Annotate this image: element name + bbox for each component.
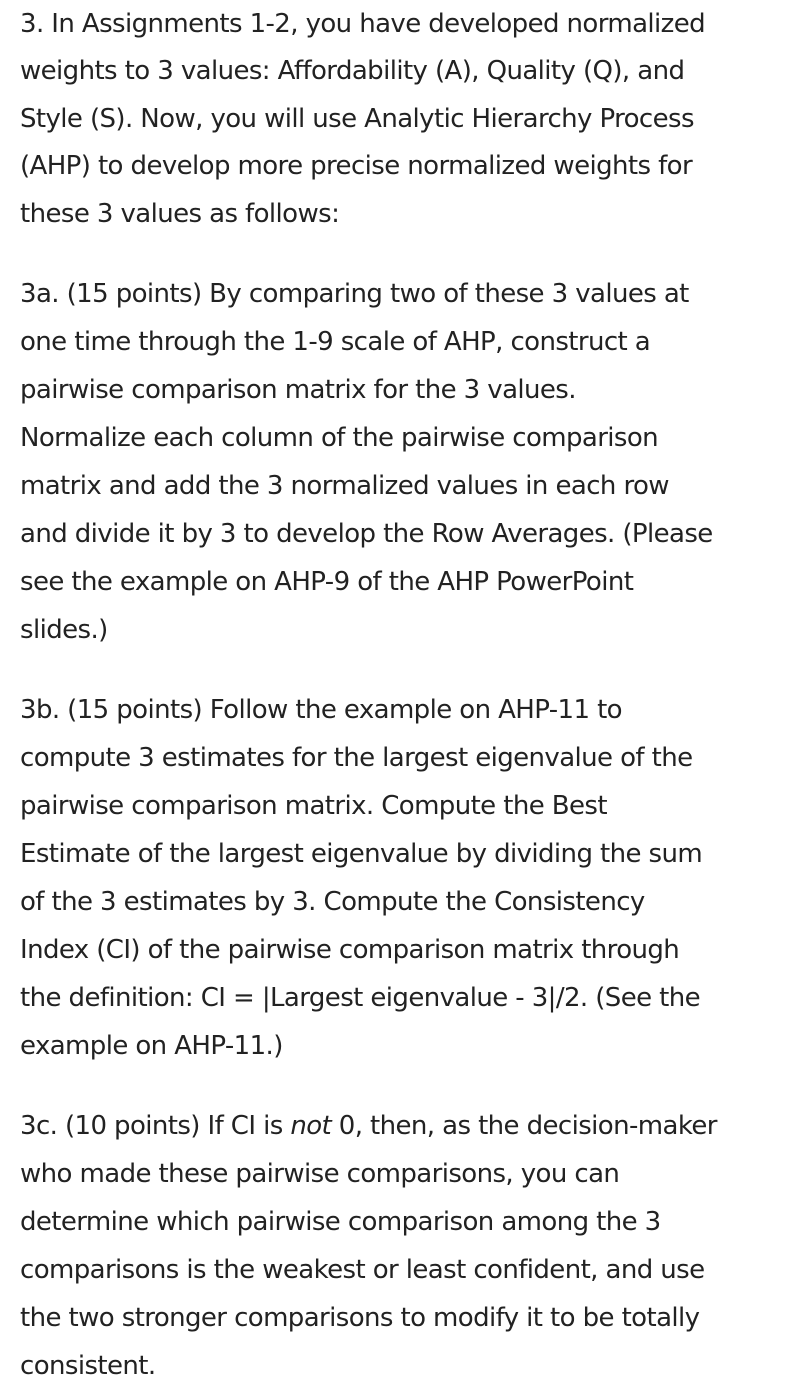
part-3c-text: 3c. (10 points) If CI is [20,1111,291,1141]
part-3c-line: determine which pairwise comparison among the 3 [20,1207,661,1237]
part-3b-line: 3b. (15 points) Follow the example on AHP-11 to [20,695,622,725]
part-3b-line: compute 3 estimates for the largest eigenvalue of the [20,743,693,773]
part-3c-text: 0, then, as the decision-maker [331,1111,717,1141]
part-3c-line [20,1102,717,1150]
part-3a-line: one time through the 1-9 scale of AHP, construct a [20,327,651,357]
question-3-line: (AHP) to develop more precise normalized weights for [20,151,693,181]
part-3c-line: comparisons is the weakest or least confident, and use [20,1255,705,1285]
part-3a-line: slides.) [20,615,108,645]
part-3a-line: and divide it by 3 to develop the Row Averages. (Please [20,519,713,549]
part-3b-line: the definition: CI = |Largest eigenvalue - 3|/2. (See the [20,983,701,1013]
part-3b-line: Index (CI) of the pairwise comparison matrix through [20,935,680,965]
part-3b-line: pairwise comparison matrix. Compute the Best [20,791,607,821]
part-3b-line: example on AHP-11.) [20,1031,283,1061]
part-3a-line: 3a. (15 points) By comparing two of these 3 values at [20,279,689,309]
question-3-line: Style (S). Now, you will use Analytic Hierarchy Process [20,104,694,134]
part-3c-line: consistent. [20,1351,156,1381]
part-3b-line: Estimate of the largest eigenvalue by dividing the sum [20,839,703,869]
part-3a-line: see the example on AHP-9 of the AHP PowerPoint [20,567,634,597]
part-3c-line: who made these pairwise comparisons, you can [20,1159,620,1189]
part-3c-emphasis: not [290,1111,332,1141]
part-3b-line: of the 3 estimates by 3. Compute the Consistency [20,887,645,917]
part-3a-line: matrix and add the 3 normalized values in each row [20,471,669,501]
part-3c-line: the two stronger comparisons to modify it to be totally [20,1303,700,1333]
question-3-line: these 3 values as follows: [20,199,340,229]
question-3-line: weights to 3 values: Affordability (A), Quality (Q), and [20,56,685,86]
part-3a-line: pairwise comparison matrix for the 3 values. [20,375,576,405]
question-3-line: 3. In Assignments 1-2, you have developed normalized [20,9,706,39]
part-3a-line: Normalize each column of the pairwise comparison [20,423,659,453]
